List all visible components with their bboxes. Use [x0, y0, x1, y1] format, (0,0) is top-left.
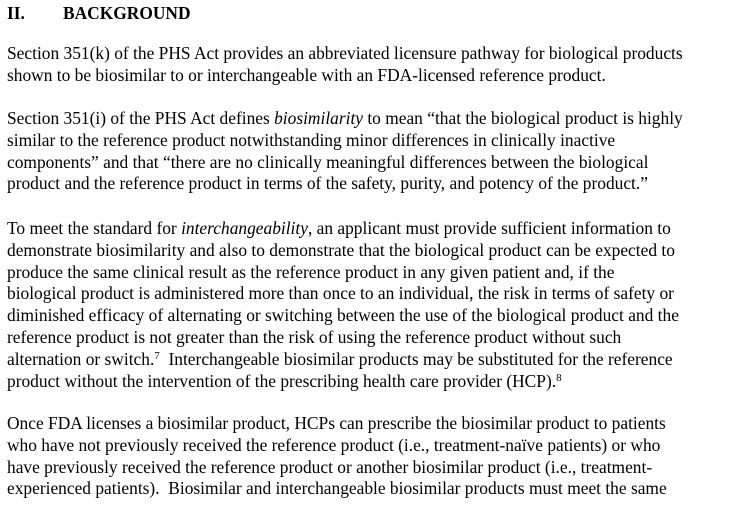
section-title: BACKGROUND	[63, 3, 191, 23]
paragraph-line	[7, 218, 742, 240]
text-run: alternation or switch.	[7, 348, 155, 369]
term-interchangeability: interchangeability	[181, 218, 308, 238]
term-biosimilarity: biosimilarity	[274, 108, 363, 128]
paragraph-line: reference product is not greater than the risk of using the reference product without such	[7, 326, 622, 347]
text-run: To meet the standard for	[7, 218, 182, 238]
paragraph-line: have previously received the reference product or another biosimilar product (i.e., treatment-	[7, 456, 653, 477]
paragraph-line: experienced patients). Biosimilar and interchangeable biosimilar products must meet the same	[7, 478, 667, 499]
paragraph-line: product and the reference product in terms of the safety, purity, and potency of the product.”	[7, 173, 648, 194]
paragraph-biosimilarity	[7, 108, 742, 195]
paragraph-line: Section 351(k) of the PHS Act provides an abbreviated licensure pathway for biological products	[7, 43, 683, 63]
text-run: to mean “that the biological product is highly	[363, 108, 683, 128]
section-number: II.	[7, 3, 25, 23]
text-run: Interchangeable biosimilar products may be substituted for the reference	[159, 348, 673, 369]
paragraph-line: diminished efficacy of alternating or switching between the use of the biological product and the	[7, 305, 679, 326]
document-page	[7, 0, 742, 499]
paragraph-line	[7, 108, 742, 130]
text-run: , an applicant must provide sufficient information to	[307, 218, 671, 238]
footnote-ref-8[interactable]: 8	[556, 371, 562, 384]
section-heading	[7, 2, 742, 24]
paragraph-interchangeability	[7, 218, 742, 392]
text-run: product without the intervention of the prescribing health care provider (HCP).	[7, 370, 557, 391]
paragraph-line: biological product is administered more than once to an individual, the risk in terms of safety or	[7, 283, 674, 304]
paragraph-prescribing	[7, 413, 742, 500]
footnote-ref-7[interactable]: 7	[154, 349, 160, 362]
paragraph-line: components” and that “there are no clinically meaningful differences between the biological	[7, 151, 649, 172]
paragraph-351k	[7, 43, 742, 87]
paragraph-line	[7, 371, 742, 393]
paragraph-line: similar to the reference product notwithstanding minor differences in clinically inactive	[7, 129, 616, 150]
paragraph-line	[7, 349, 742, 371]
paragraph-line: shown to be biosimilar to or interchangeable with an FDA-licensed reference product.	[7, 64, 606, 85]
paragraph-line: who have not previously received the reference product (i.e., treatment-naïve patients) or who	[7, 434, 661, 455]
paragraph-line: produce the same clinical result as the reference product in any given patient and, if the	[7, 261, 615, 282]
text-run: Section 351(i) of the PHS Act defines	[7, 108, 275, 128]
paragraph-line: Once FDA licenses a biosimilar product, HCPs can prescribe the biosimilar product to patients	[7, 413, 666, 433]
paragraph-line: demonstrate biosimilarity and also to demonstrate that the biological product can be expected to	[7, 239, 675, 260]
